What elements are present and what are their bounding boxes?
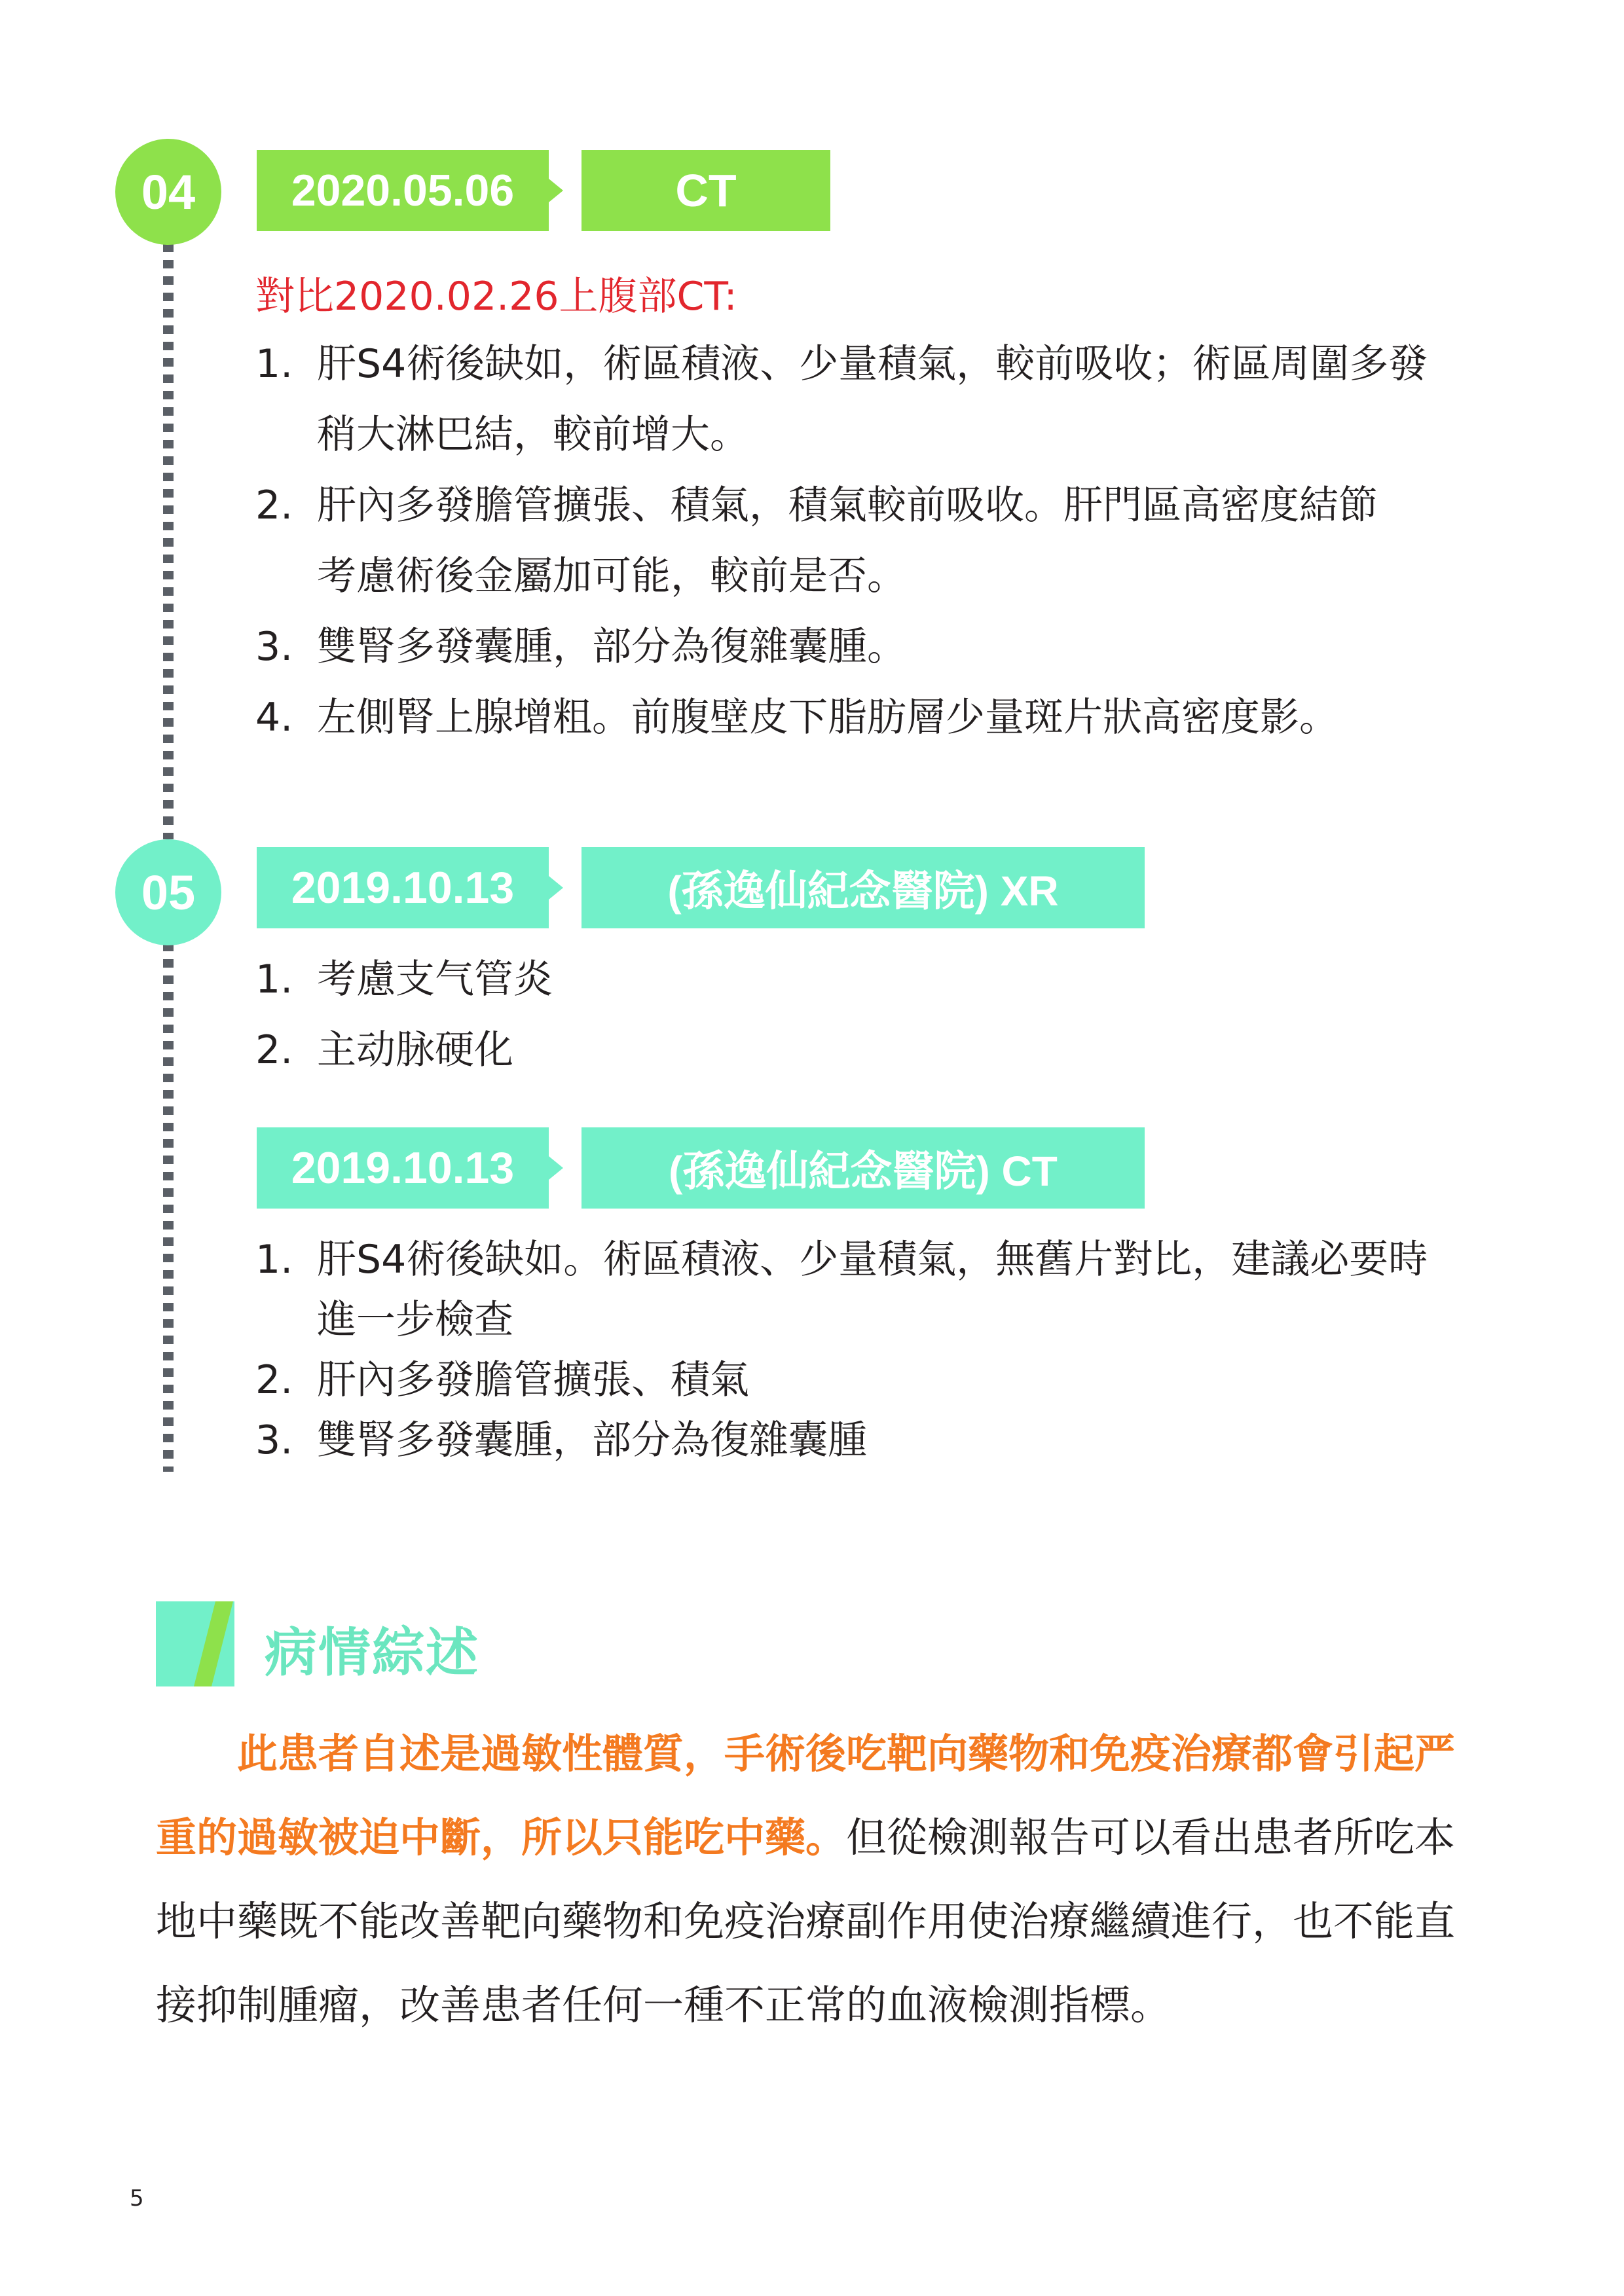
list-item: 1. 肝S4術後缺如。術區積液、少量積氣，無舊片對比，建議必要時 進一步檢查 [255, 1237, 1428, 1343]
list-item: 1. 考慮支气管炎 [255, 957, 553, 1002]
list-item: 1. 肝S4術後缺如，術區積液、少量積氣，較前吸收；術區周圍多發 稍大淋巴結，較前增大。 [255, 341, 1428, 458]
timeline-marker-04: 04 [115, 139, 221, 245]
summary-paragraph [156, 1712, 1472, 2047]
list-item: 2. 主动脉硬化 [255, 1027, 513, 1073]
findings-list [255, 944, 553, 1085]
entry-type-tag: CT [581, 150, 830, 231]
timeline-connector-2 [163, 943, 174, 1472]
comparison-heading: 對比2020.02.26上腹部CT: [255, 274, 737, 319]
findings-list [255, 329, 1428, 753]
summary-highlight: 此患者自述是過敏性體質，手術後吃靶向藥物和免疫治療都會引起严重的過敏被迫中斷，所以只能吃中藥。 [156, 1730, 1456, 1861]
list-item: 3. 雙腎多發囊腫，部分為復雜囊腫 [255, 1417, 867, 1463]
findings-list [255, 1230, 1428, 1470]
entry-date-tag: 2019.10.13 [257, 1127, 549, 1209]
entry-date-tag: 2019.10.13 [257, 847, 549, 928]
entry-type-tag: (孫逸仙紀念醫院) XR [581, 847, 1145, 928]
timeline-marker-05: 05 [115, 839, 221, 945]
page-number: 5 [130, 2185, 144, 2212]
list-item: 3. 雙腎多發囊腫，部分為復雜囊腫。 [255, 624, 906, 670]
list-item: 4. 左側腎上腺增粗。前腹壁皮下脂肪層少量斑片狀高密度影。 [255, 695, 1338, 740]
summary-body: 但從檢測報告可以看出患者所吃本地中藥既不能改善靶向藥物和免疫治療副作用使治療繼續進行，也不能直接抑制腫瘤，改善患者任何一種不正常的血液檢測指標。 [156, 1813, 1456, 2029]
section-title: 病情綜述 [265, 1622, 479, 1683]
timeline-connector-1 [163, 244, 174, 839]
entry-date-tag: 2020.05.06 [257, 150, 549, 231]
list-item: 2. 肝內多發膽管擴張、積氣 [255, 1357, 749, 1403]
entry-type-tag: (孫逸仙紀念醫院) CT [581, 1127, 1145, 1209]
list-item: 2. 肝內多發膽管擴張、積氣，積氣較前吸收。肝門區高密度結節 考慮術後金屬加可能，較前是否。 [255, 483, 1378, 599]
